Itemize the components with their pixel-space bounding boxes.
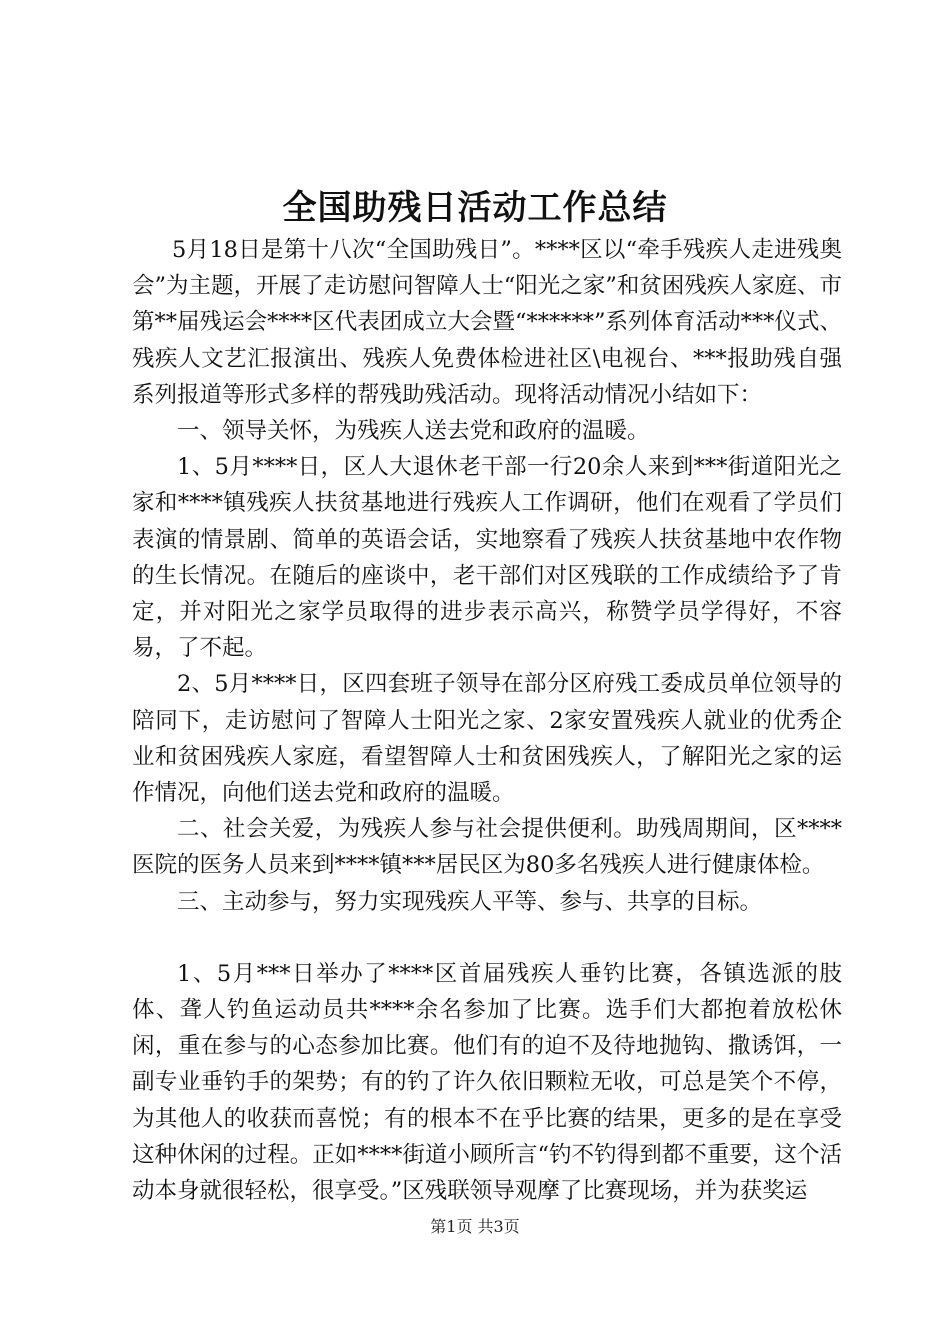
document-body [132, 232, 842, 1209]
paragraph-intro: 5月18日是第十八次“全国助残日”。****区以“牵手残疾人走进残奥会”为主题，开展了走访慰问智障人士“阳光之家”和贫困残疾人家庭、市第**届残运会****区代表团成立大会暨“******”系列体育活动***仪式、残疾人文艺汇报演出、残疾人免费体检进社区\电视台、***报助残自强系列报道等形式多样的帮残助残活动。现将活动情况小结如下： [132, 237, 842, 408]
section-heading-3: 三、主动参与，努力实现残疾人平等、参与、共享的目标。 [177, 888, 763, 915]
document-title: 全国助残日活动工作总结 [282, 188, 668, 228]
paragraph-1-1: 1、5月****日，区人大退休老干部一行20余人来到***街道阳光之家和****镇残疾人扶贫基地进行残疾人工作调研，他们在观看了学员们表演的情景剧、简单的英语会话，实地察看了残疾人扶贫基地中农作物的生长情况。在随后的座谈中，老干部们对区残联的工作成绩给予了肯定，并对阳光之家学员取得的进步表示高兴，称赞学员学得好，不容易，了不起。 [132, 454, 842, 662]
paragraph-3-1: 1、5月***日举办了****区首届残疾人垂钓比赛，各镇选派的肢体、聋人钓鱼运动员共****余名参加了比赛。选手们大都抱着放松休闲，重在参与的心态参加比赛。他们有的迫不及待地抛钩、撒诱饵，一副专业垂钓手的架势；有的钓了许久依旧颗粒无收，可总是笑个不停，为其他人的收获而喜悦；有的根本不在乎比赛的结果，更多的是在享受这种休闲的过程。正如****街道小顾所言“钓不钓得到都不重要，这个活动本身就很轻松，很享受。”区残联领导观摩了比赛现场，并为获奖运 [132, 960, 842, 1205]
page-number: 第1页 共3页 [430, 1217, 520, 1236]
section-heading-2: 二、社会关爱，为残疾人参与社会提供便利。助残周期间，区****医院的医务人员来到****镇***居民区为80多名残疾人进行健康体检。 [132, 816, 842, 879]
paragraph-1-2: 2、5月****日，区四套班子领导在部分区府残工委成员单位领导的陪同下，走访慰问了智障人士阳光之家、2家安置残疾人就业的优秀企业和贫困残疾人家庭，看望智障人士和贫困残疾人，了解阳光之家的运作情况，向他们送去党和政府的温暖。 [132, 671, 842, 807]
section-heading-1: 一、领导关怀，为残疾人送去党和政府的温暖。 [177, 418, 650, 445]
